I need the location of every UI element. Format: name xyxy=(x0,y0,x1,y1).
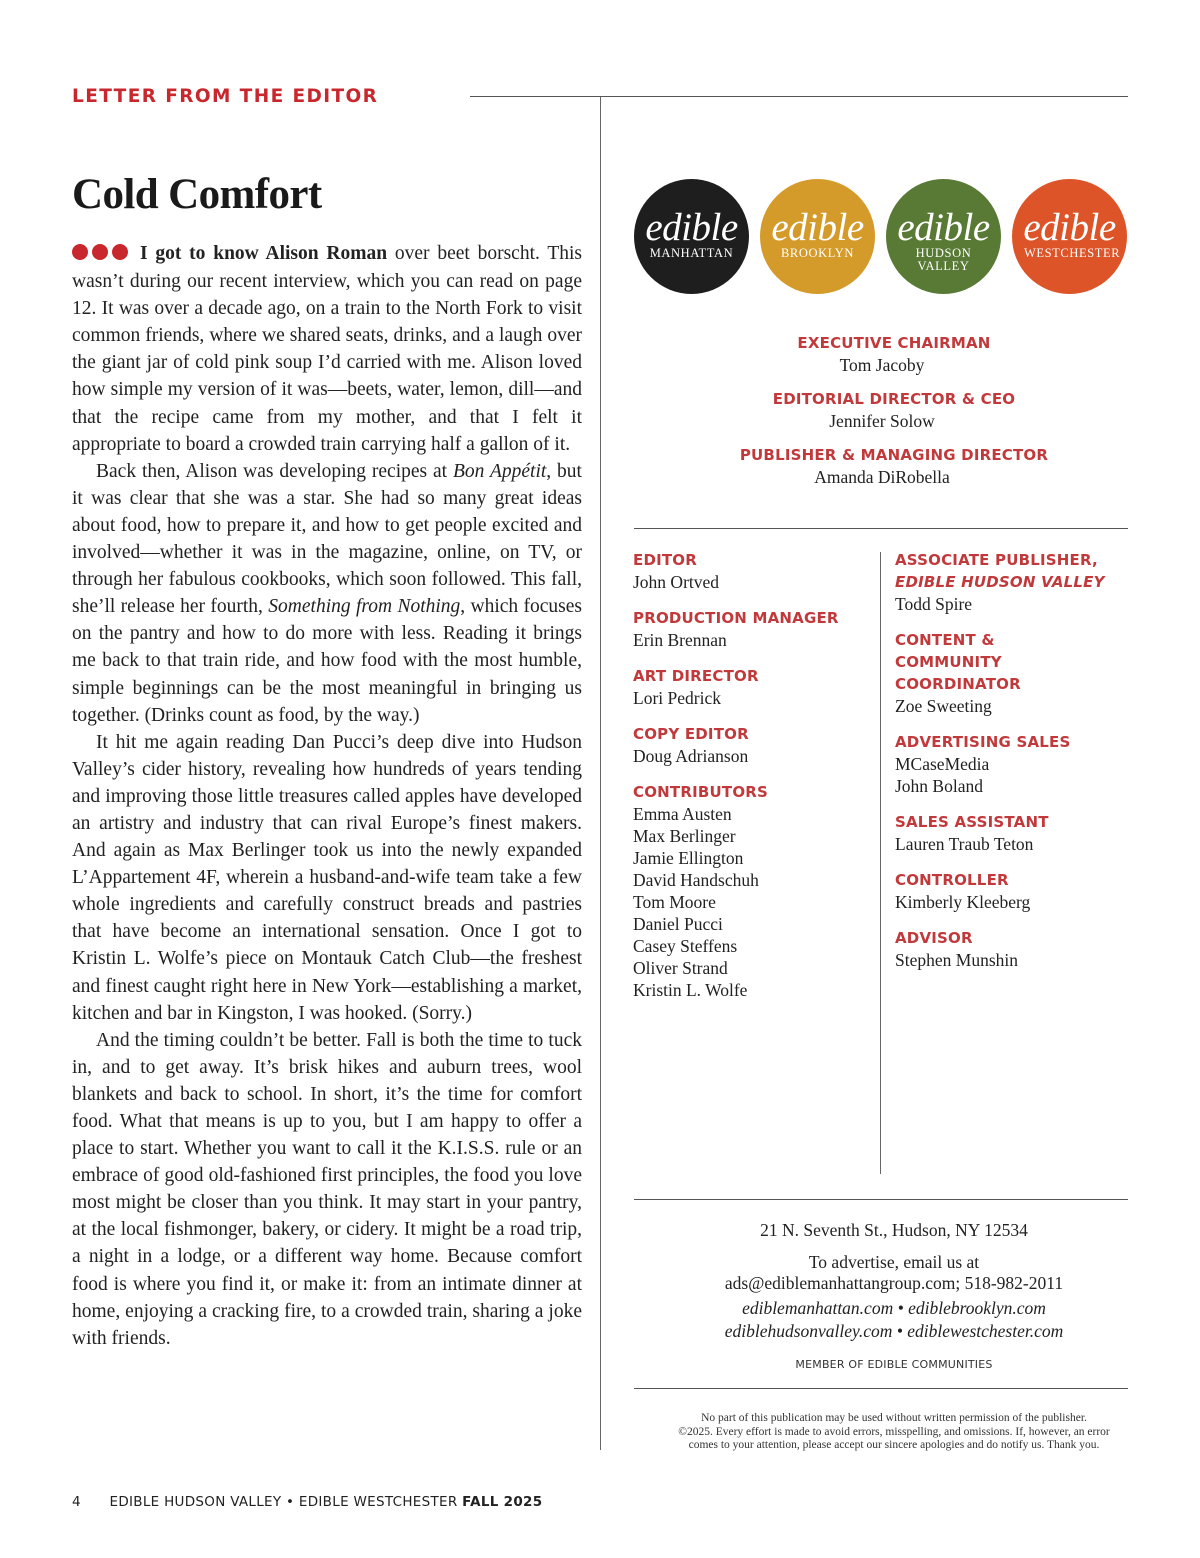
masthead-role: COPY EDITOR xyxy=(633,725,749,743)
masthead-entry xyxy=(895,731,1135,797)
masthead-entry xyxy=(633,549,873,593)
advertise-label: To advertise, email us at xyxy=(808,1252,980,1272)
masthead-executives xyxy=(634,332,1154,500)
logo-word: edible xyxy=(1023,206,1116,249)
masthead-entry xyxy=(895,811,1135,855)
legal-line: comes to your attention, please accept our sincere apologies and do notify us. Thank you. xyxy=(688,1439,1100,1451)
contributor-name: Casey Steffens xyxy=(633,936,738,956)
masthead-role: EDITORIAL DIRECTOR & CEO xyxy=(772,390,1016,408)
masthead-name: Tom Jacoby xyxy=(839,355,925,375)
edible-logos xyxy=(634,179,1128,295)
contributor-name: Daniel Pucci xyxy=(633,914,723,934)
masthead-name: Todd Spire xyxy=(895,594,973,614)
article-title: Cold Comfort xyxy=(72,171,322,218)
letter-paragraph-3: It hit me again reading Dan Pucci’s deep dive into Hudson Valley’s cider history, revealing how hundreds of years tending and improving those little treasures called apples have developed an artistry and industry that can rival Europe’s finest makers. And again as Max Berlinger took us into the newly expanded L’Appartement 4F, wherein a husband-and-wife team take a few whole ingredients and carefully construct breads and pastries that have become an international sensation. Once I got to Kristin L. Wolfe’s piece on Montauk Catch Club—the freshest and finest caught right here in New York—establishing a market, kitchen and bar in Kingston, I was hooked. (Sorry.) xyxy=(72,731,582,1024)
legal-notice xyxy=(634,1412,1154,1453)
masthead-name: Amanda DiRobella xyxy=(814,467,950,487)
masthead-column-divider xyxy=(880,552,881,1174)
masthead-name: Stephen Munshin xyxy=(895,950,1018,970)
paragraph-1-text: over beet borscht. This wasn’t during our recent interview, which you can read on page 12. It was over a decade ago, on a train to the North Fork to visit common friends, where we shared seats, drinks, and a laugh over the giant jar of cold pink soup I’d carried with me. Alison loved how simple my version of it was—beets, water, lemon, dill—and that the recipe came from my mother, and that I felt it appropriate to board a crowded train carrying half a gallon of it. xyxy=(72,243,582,455)
contributor-name: Kristin L. Wolfe xyxy=(633,980,748,1000)
contributor-name: Max Berlinger xyxy=(633,826,736,846)
letter-paragraph-2 xyxy=(72,458,582,729)
logo-region: MANHATTAN xyxy=(649,246,734,260)
advertise-contact[interactable]: ads@ediblemanhattangroup.com; 518-982-2011 xyxy=(724,1273,1064,1293)
masthead-role: CONTENT & COMMUNITY COORDINATOR xyxy=(895,631,1021,693)
masthead-entry xyxy=(895,629,1135,717)
masthead-entry xyxy=(634,444,1154,488)
book-title: Something from Nothing xyxy=(268,596,461,618)
contributor-name: Oliver Strand xyxy=(633,958,728,978)
mailing-address: 21 N. Seventh St., Hudson, NY 12534 xyxy=(760,1220,1028,1240)
masthead-role: EXECUTIVE CHAIRMAN xyxy=(797,334,991,352)
website-links[interactable]: ediblehudsonvalley.com • ediblewestchester.com xyxy=(724,1321,1064,1341)
contact-block xyxy=(634,1220,1154,1375)
masthead-role: EDITOR xyxy=(633,551,698,569)
contributor-name: Emma Austen xyxy=(633,804,732,824)
masthead-role: PRODUCTION MANAGER xyxy=(633,609,839,627)
masthead-name: John Boland xyxy=(895,776,983,796)
logo-region: BROOKLYN xyxy=(781,246,854,260)
masthead-entry xyxy=(633,665,873,709)
masthead-name: Lori Pedrick xyxy=(633,688,721,708)
masthead-role: ART DIRECTOR xyxy=(633,667,759,685)
legal-rule xyxy=(634,1388,1128,1389)
paragraph-2-text-b: , but it was clear that she was a star. She had so many great ideas about food, how to prepare it, and how to get people excited and involved—whether it was in the magazine, online, on TV, or through her fabulous cookbooks, which soon followed. This fall, she’ll release her fourth, xyxy=(72,460,582,618)
logo-region: HUDSON VALLEY xyxy=(915,246,972,273)
logo-word: edible xyxy=(771,206,864,249)
masthead-role xyxy=(895,549,1135,593)
masthead-role: PUBLISHER & MANAGING DIRECTOR xyxy=(739,446,1049,464)
paragraph-2-text-c: , which focuses on the pantry and how to do more with less. Reading it brings me back to that train ride, and how food with the most humble, simple beginnings can be the most meaningful in bringing us together. (Drinks count as food, by the way.) xyxy=(72,596,583,726)
masthead-entry xyxy=(633,607,873,651)
page-number: 4 xyxy=(72,1494,81,1510)
logo-word: edible xyxy=(645,206,738,249)
column-divider xyxy=(600,97,601,1450)
masthead-role: ADVERTISING SALES xyxy=(895,733,1071,751)
masthead-role: CONTRIBUTORS xyxy=(633,783,769,801)
header-rule xyxy=(470,96,1128,97)
website-links[interactable]: ediblemanhattan.com • ediblebrooklyn.com xyxy=(742,1298,1046,1318)
editor-letter xyxy=(72,240,582,1352)
role-publication: EDIBLE HUDSON VALLEY xyxy=(895,573,1105,591)
masthead-name: Kimberly Kleeberg xyxy=(895,892,1031,912)
masthead-name: Doug Adrianson xyxy=(633,746,749,766)
masthead-name: Lauren Traub Teton xyxy=(895,834,1034,854)
footer-publications: EDIBLE HUDSON VALLEY • EDIBLE WESTCHESTER xyxy=(109,1494,458,1510)
masthead-name: Zoe Sweeting xyxy=(895,696,992,716)
masthead-entry-contributors xyxy=(633,781,873,1001)
bullet-dots-icon xyxy=(72,241,132,268)
masthead-left-column xyxy=(633,549,873,1015)
contributor-name: Tom Moore xyxy=(633,892,716,912)
logo-edible-manhattan xyxy=(634,179,749,294)
contact-rule xyxy=(634,1199,1128,1200)
masthead-entry xyxy=(634,388,1154,432)
letter-paragraph-1 xyxy=(72,240,582,458)
contributor-name: Jamie Ellington xyxy=(633,848,744,868)
masthead-name: Jennifer Solow xyxy=(829,411,935,431)
logo-edible-westchester xyxy=(1012,179,1127,294)
page-footer xyxy=(72,1494,542,1510)
masthead-name: MCaseMedia xyxy=(895,754,990,774)
role-text: ASSOCIATE PUBLISHER, xyxy=(895,551,1098,569)
masthead-role: CONTROLLER xyxy=(895,871,1009,889)
legal-line: No part of this publication may be used without written permission of the publisher. xyxy=(701,1412,1087,1424)
masthead-role: ADVISOR xyxy=(895,929,973,947)
masthead-rule xyxy=(634,528,1128,529)
masthead-name: Erin Brennan xyxy=(633,630,727,650)
magazine-title: Bon Appétit xyxy=(453,460,547,482)
contributor-name: David Handschuh xyxy=(633,870,759,890)
membership-note: MEMBER OF EDIBLE COMMUNITIES xyxy=(795,1358,993,1371)
masthead-right-column xyxy=(895,549,1135,985)
masthead-entry xyxy=(633,723,873,767)
masthead-entry xyxy=(895,927,1135,971)
lead-in: I got to know Alison Roman xyxy=(140,243,388,264)
issue-label: FALL 2025 xyxy=(462,1494,543,1510)
masthead-role: SALES ASSISTANT xyxy=(895,813,1049,831)
logo-edible-hudson-valley xyxy=(886,179,1001,294)
masthead-entry xyxy=(634,332,1154,376)
letter-paragraph-4: And the timing couldn’t be better. Fall is both the time to tuck in, and to get away. It’s brisk hikes and auburn trees, wool blankets and back to school. In short, it’s the time for comfort food. What that means is up to you, but I am happy to offer a place to start. Whether you want to call it the K.I.S.S. rule or an embrace of good old-fashioned first principles, the food you love most might be closer than you think. It may start in your pantry, at the local fishmonger, bakery, or cidery. It might be a road trip, a night in a lodge, or a different way home. Because comfort food is where you find it, or make it: from an intimate dinner at home, enjoying a cracking fire, to a crowded train, sharing a joke with friends. xyxy=(72,1029,582,1349)
masthead-name: John Ortved xyxy=(633,572,720,592)
logo-edible-brooklyn xyxy=(760,179,875,294)
section-header: LETTER FROM THE EDITOR xyxy=(72,86,379,107)
masthead-entry xyxy=(895,549,1135,615)
masthead-entry xyxy=(895,869,1135,913)
paragraph-2-text-a: Back then, Alison was developing recipes at xyxy=(96,460,453,482)
logo-word: edible xyxy=(897,206,990,249)
logo-region: WESTCHESTER xyxy=(1024,246,1121,260)
legal-line: ©2025. Every effort is made to avoid errors, misspelling, and omissions. If, however, an error xyxy=(678,1425,1110,1438)
